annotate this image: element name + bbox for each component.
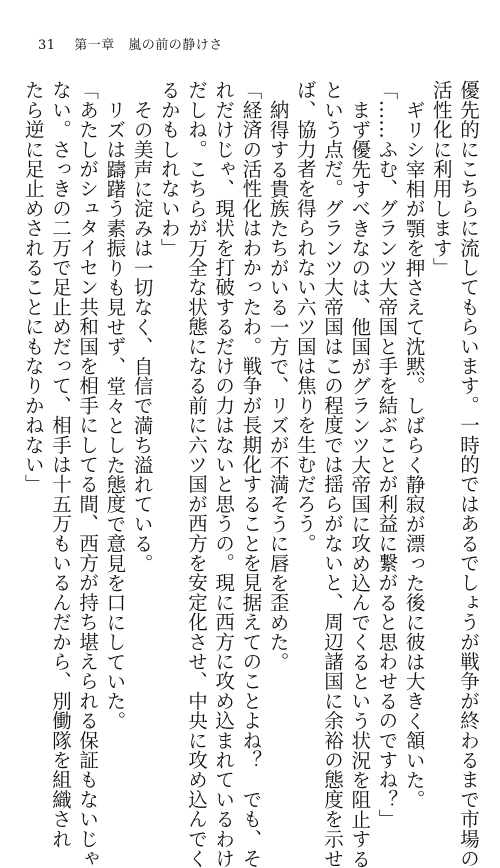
text-line: という点だ。グランツ大帝国はこの程度では揺らがないと、周辺諸国に余裕の態度を示せ <box>320 80 344 868</box>
text-line: れだけじゃ、現状を打破するだけの力はないと思うの。現に西方に攻め込まれているわけ <box>212 80 236 868</box>
text-line: 活性化に利用します」 <box>429 80 453 277</box>
text-line: 「経済の活性化はわかったわ。戦争が長期化することを見据えてのことよね？ でも、そ <box>239 80 263 868</box>
page-number: 31 <box>38 38 56 53</box>
text-line: 優先的にこちらに流してもらいます。一時的ではあるでしょうが戦争が終わるまで市場の <box>457 80 480 868</box>
text-line: リズは躊躇う素振りも見せず、堂々とした態度で意見を口にしていた。 <box>103 99 127 730</box>
running-header <box>38 34 223 53</box>
text-line: ば、協力者を得られない六ツ国は焦りを生むだろう。 <box>293 80 317 553</box>
text-line: るかもしれないわ」 <box>157 80 181 258</box>
vertical-body-text <box>21 80 482 868</box>
text-line: 「あたしがシュタイセン共和国を相手にしてる間、西方が持ち堪えられる保証もないじゃ <box>76 80 100 868</box>
text-line: ギリシ宰相が顎を押さえて沈黙。しばらく静寂が漂った後に彼は大きく頷いた。 <box>402 99 426 809</box>
text-line: ない。さっきの二万で足止めだって、相手は十五万もいるんだから、別働隊を組織され <box>48 80 72 849</box>
text-line: たら逆に足止めされることにもなりかねない」 <box>21 80 45 494</box>
text-line: だしね。こちらが万全な状態になる前に六ツ国が西方を安定化させ、中央に攻め込んでく <box>184 80 208 868</box>
text-line: まず優先すべきなのは、他国がグランツ大帝国に攻め込んでくるという状況を阻止する <box>348 99 372 868</box>
text-line: その美声に淀みは一切なく、自信で満ち溢れている。 <box>130 99 154 573</box>
chapter-title: 第一章 嵐の前の静けさ <box>74 38 223 53</box>
text-line: 納得する貴族たちがいる一方で、リズが不満そうに唇を歪めた。 <box>266 99 290 671</box>
text-line: 「……ふむ、グランツ大帝国と手を結ぶことが利益に繋がると思わせるのですね？」 <box>375 80 399 829</box>
